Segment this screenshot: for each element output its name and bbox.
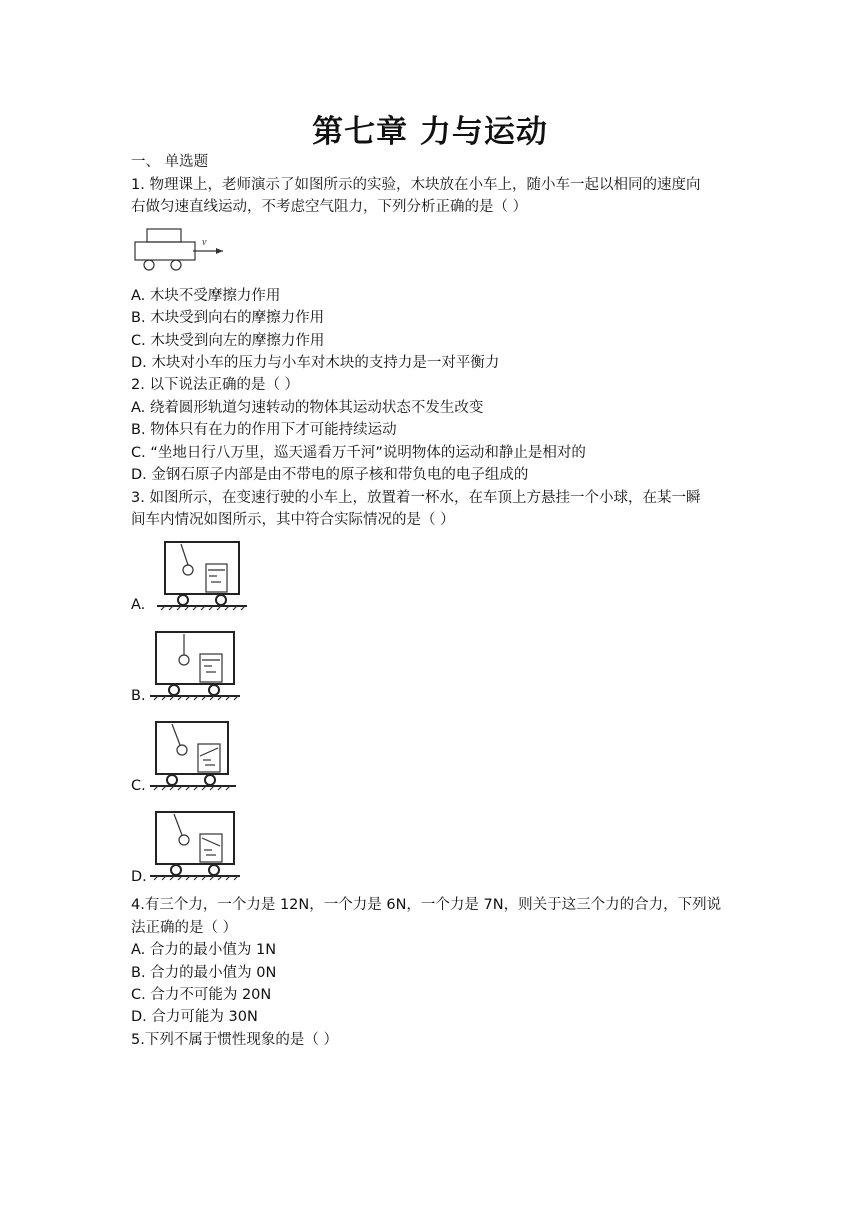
q4-stem-line1: 4.有三个力，一个力是 12N，一个力是 6N，一个力是 7N，则关于这三个力的合力，下列说	[131, 897, 722, 913]
section-heading: 一、 单选题	[131, 154, 209, 170]
q4-option-a: A. 合力的最小值为 1N	[131, 942, 277, 958]
q1-stem-line1: 1. 物理课上，老师演示了如图所示的实验，木块放在小车上，随小车一起以相同的速度向	[131, 177, 701, 193]
q3-figure-c	[148, 720, 243, 792]
q2-option-b: B. 物体只有在力的作用下才可能持续运动	[131, 422, 397, 438]
q3-figure-a	[155, 540, 250, 612]
q1-stem-line2: 右做匀速直线运动，不考虑空气阻力，下列分析正确的是（ ）	[131, 199, 528, 215]
q4-option-c: C. 合力不可能为 20N	[131, 987, 272, 1003]
velocity-label: v	[202, 237, 207, 248]
q4-stem-line2: 法正确的是（ ）	[131, 920, 238, 936]
q3-stem-line2: 间车内情况如图所示，其中符合实际情况的是（ ）	[131, 512, 455, 528]
q2-option-d: D. 金钢石原子内部是由不带电的原子核和带负电的电子组成的	[131, 467, 529, 483]
q4-option-d: D. 合力可能为 30N	[131, 1009, 258, 1025]
q1-cart-figure	[131, 224, 251, 274]
q3-option-c-label: C.	[131, 778, 146, 794]
q1-option-b: B. 木块受到向右的摩擦力作用	[131, 310, 325, 326]
q1-option-a: A. 木块不受摩擦力作用	[131, 288, 281, 304]
q3-figure-d	[148, 810, 248, 882]
q5-stem: 5.下列不属于惯性现象的是（ ）	[131, 1032, 338, 1048]
page-title: 第七章 力与运动	[312, 114, 548, 150]
q2-option-a: A. 绕着圆形轨道匀速转动的物体其运动状态不发生改变	[131, 400, 484, 416]
q3-option-d-label: D.	[131, 869, 147, 885]
q3-stem-line1: 3. 如图所示，在变速行驶的小车上，放置着一杯水，在车顶上方悬挂一个小球，在某一瞬	[131, 490, 701, 506]
q3-figure-b	[148, 630, 243, 702]
q4-option-b: B. 合力的最小值为 0N	[131, 965, 277, 981]
q3-option-a-label: A.	[131, 597, 146, 613]
q1-option-c: C. 木块受到向左的摩擦力作用	[131, 333, 325, 349]
q2-stem: 2. 以下说法正确的是（ ）	[131, 377, 300, 393]
q2-option-c: C. “坐地日行八万里，巡天遥看万千河”说明物体的运动和静止是相对的	[131, 445, 586, 461]
q1-option-d: D. 木块对小车的压力与小车对木块的支持力是一对平衡力	[131, 355, 500, 371]
q3-option-b-label: B.	[131, 688, 146, 704]
